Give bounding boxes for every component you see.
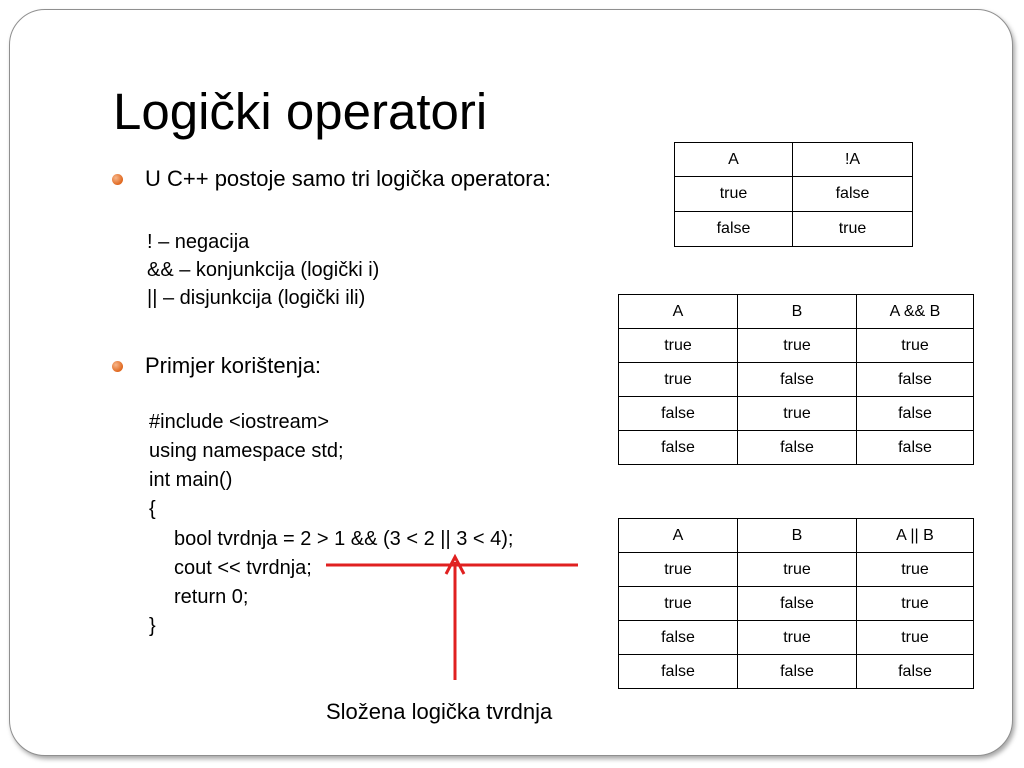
table-cell: false bbox=[619, 621, 738, 655]
code-line: #include <iostream> bbox=[149, 411, 330, 433]
table-header-cell: A bbox=[675, 143, 793, 177]
table-row bbox=[619, 397, 974, 431]
table-cell: true bbox=[738, 553, 857, 587]
table-cell: false bbox=[857, 431, 974, 465]
table-header-row bbox=[675, 143, 913, 177]
table-cell: false bbox=[738, 587, 857, 621]
table-row bbox=[675, 177, 913, 212]
table-header-cell: !A bbox=[793, 143, 913, 177]
table-row bbox=[619, 431, 974, 465]
table-cell: false bbox=[857, 397, 974, 431]
table-cell: false bbox=[619, 397, 738, 431]
table-row bbox=[619, 621, 974, 655]
table-header-cell: A && B bbox=[857, 295, 974, 329]
negation-truth-table bbox=[674, 142, 913, 247]
table-row bbox=[619, 587, 974, 621]
table-row bbox=[619, 655, 974, 689]
code-line: return 0; bbox=[174, 586, 249, 608]
table-cell: true bbox=[619, 329, 738, 363]
operator-negation-text: ! – negacija bbox=[147, 231, 250, 253]
table-cell: false bbox=[738, 431, 857, 465]
table-cell: false bbox=[738, 363, 857, 397]
operator-disjunction-text: || – disjunkcija (logički ili) bbox=[147, 287, 366, 309]
table-cell: true bbox=[857, 329, 974, 363]
table-header-cell: A bbox=[619, 295, 738, 329]
table-row bbox=[619, 363, 974, 397]
table-cell: false bbox=[857, 363, 974, 397]
table-row bbox=[619, 553, 974, 587]
table-cell: true bbox=[857, 587, 974, 621]
table-cell: true bbox=[857, 621, 974, 655]
table-row bbox=[675, 212, 913, 247]
code-line: cout << tvrdnja; bbox=[174, 557, 312, 579]
table-cell: false bbox=[738, 655, 857, 689]
bullet-dot-icon bbox=[112, 361, 123, 372]
conjunction-truth-table bbox=[618, 294, 974, 465]
operator-conjunction bbox=[147, 256, 379, 284]
table-cell: true bbox=[793, 212, 913, 247]
disjunction-truth-table bbox=[618, 518, 974, 689]
table-cell: true bbox=[619, 587, 738, 621]
bullet-text: U C++ postoje samo tri logička operatora: bbox=[145, 166, 551, 191]
operator-disjunction bbox=[147, 284, 365, 312]
code-line: { bbox=[149, 498, 156, 520]
slide-title: Logički operatori bbox=[113, 83, 488, 140]
table-cell: true bbox=[738, 329, 857, 363]
operator-conjunction-text: && – konjunkcija (logički i) bbox=[147, 259, 380, 281]
table-cell: true bbox=[738, 397, 857, 431]
table-cell: true bbox=[619, 553, 738, 587]
bullet-dot-icon bbox=[112, 174, 123, 185]
table-header-cell: A bbox=[619, 519, 738, 553]
operator-negation bbox=[147, 228, 249, 256]
table-cell: true bbox=[675, 177, 793, 212]
table-header-cell: B bbox=[738, 295, 857, 329]
table-header-cell: A || B bbox=[857, 519, 974, 553]
annotation-label: Složena logička tvrdnja bbox=[326, 699, 553, 724]
code-line-highlighted: bool tvrdnja = 2 > 1 && (3 < 2 || 3 < 4); bbox=[174, 528, 514, 550]
table-cell: false bbox=[619, 655, 738, 689]
bullet-text: Primjer korištenja: bbox=[145, 353, 322, 378]
table-cell: false bbox=[619, 431, 738, 465]
table-header-row bbox=[619, 295, 974, 329]
table-cell: true bbox=[857, 553, 974, 587]
code-line: using namespace std; bbox=[149, 440, 344, 462]
code-line: int main() bbox=[149, 469, 233, 491]
table-cell: true bbox=[738, 621, 857, 655]
table-cell: false bbox=[793, 177, 913, 212]
table-header-cell: B bbox=[738, 519, 857, 553]
table-cell: false bbox=[675, 212, 793, 247]
table-row bbox=[619, 329, 974, 363]
table-cell: false bbox=[857, 655, 974, 689]
table-header-row bbox=[619, 519, 974, 553]
table-cell: true bbox=[619, 363, 738, 397]
code-line: } bbox=[149, 615, 156, 637]
